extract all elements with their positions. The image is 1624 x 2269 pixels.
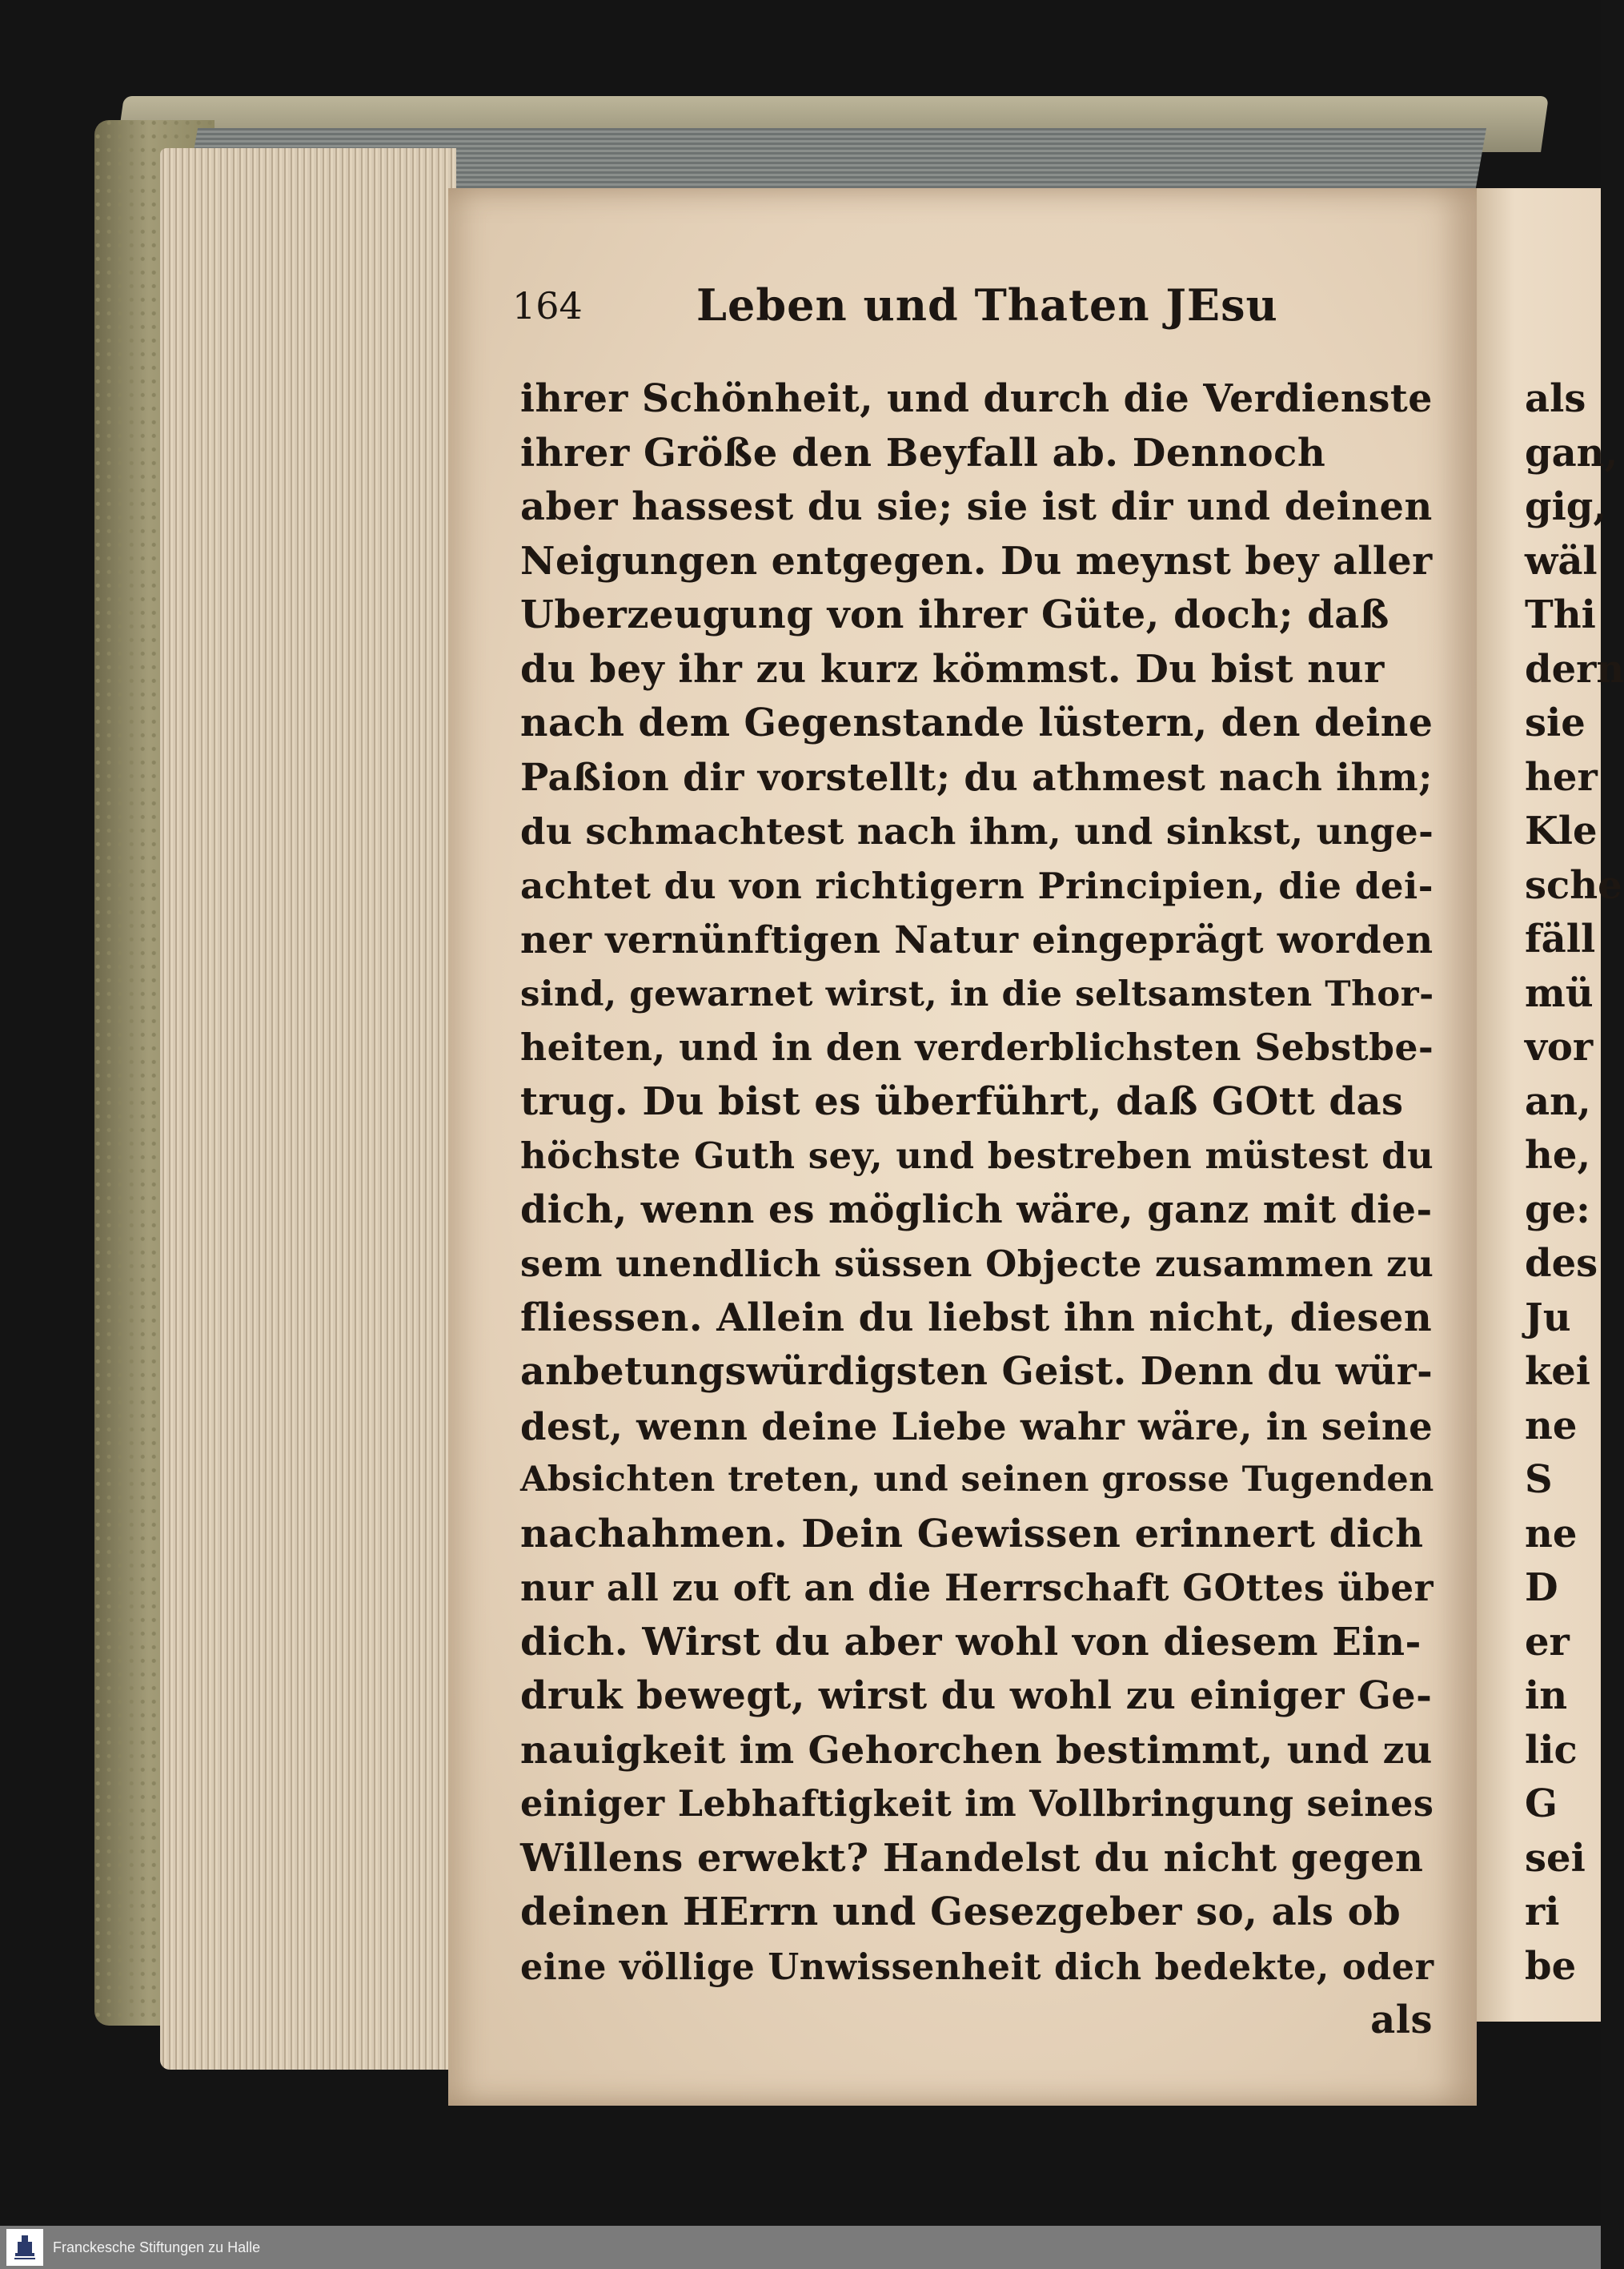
facing-text-fragment: gan, [1525,430,1618,476]
text-line: sem unendlich süssen Objecte zusammen zu [520,1243,1434,1285]
text-line: höchste Guth sey, und bestreben müstest du [520,1134,1434,1177]
text-line: ner vernünftigen Natur eingeprägt worden [520,918,1434,962]
facing-text-fragment: an, [1525,1078,1591,1124]
facing-text-fragment: ge: [1525,1187,1590,1232]
facing-page [1477,188,1624,2022]
text-line: Willens erwekt? Handelst du nicht gegen [520,1835,1424,1881]
footer-institution-name: Franckesche Stiftungen zu Halle [53,2239,261,2255]
text-line: nauigkeit im Gehorchen bestimmt, und zu [520,1728,1433,1773]
text-line: nachahmen. Dein Gewissen erinnert dich [520,1511,1424,1556]
facing-text-fragment: wäl [1525,538,1598,584]
facing-text-fragment: be [1525,1943,1577,1989]
text-line: du schmachtest nach ihm, und sinkst, unge- [520,810,1434,853]
text-line: dich, wenn es möglich wäre, ganz mit die- [520,1187,1433,1232]
page-body-text [520,372,1433,2048]
text-line: trug. Du bist es überführt, daß GOtt das [520,1078,1404,1124]
page-number: 164 [512,284,583,327]
facing-text-fragment: dern [1525,646,1624,692]
facing-text-fragment: fäll [1525,917,1596,962]
text-line: sind, gewarnet wirst, in die seltsamsten Thor- [520,973,1434,1014]
text-line: druk bewegt, wirst du wohl zu einiger Ge- [520,1673,1433,1718]
facing-text-fragment: sche [1525,862,1622,908]
page-header [512,279,1433,348]
facing-text-fragment: S [1525,1457,1553,1502]
text-line: ihrer Größe den Beyfall ab. Dennoch [520,430,1326,476]
facing-text-fragment: G [1525,1781,1558,1826]
facing-text-fragment: kei [1525,1349,1591,1394]
facing-text-fragment: her [1525,754,1598,800]
footer-bar [0,2226,1601,2269]
facing-text-fragment: in [1525,1673,1568,1718]
text-line: dest, wenn deine Liebe wahr wäre, in seine [520,1404,1434,1448]
text-line: Uberzeugung von ihrer Güte, doch; daß [520,592,1389,637]
facing-text-fragment: Kle [1525,809,1598,853]
text-line: dich. Wirst du aber wohl von diesem Ein- [520,1619,1422,1665]
text-line: nach dem Gegenstande lüstern, den deine [520,701,1434,745]
facing-text-fragment: Ju [1525,1295,1571,1340]
facing-text-fragment: Thi [1525,592,1596,637]
text-line: heiten, und in den verderblichsten Sebstbe- [520,1026,1434,1069]
text-line: Paßion dir vorstellt; du athmest nach ihm; [520,755,1433,800]
facing-text-fragment: he, [1525,1133,1591,1178]
facing-text-fragment: des [1525,1241,1598,1286]
facing-page-text [1525,372,1624,1994]
facing-text-fragment: sei [1525,1835,1586,1881]
text-line: Neigungen entgegen. Du meynst bey aller [520,538,1433,584]
text-line: als [1370,1998,1433,2042]
institution-logo-icon [6,2229,43,2266]
facing-text-fragment: sie [1525,701,1586,745]
book-page [448,188,1477,2106]
facing-text-fragment: lic [1525,1727,1578,1773]
text-line: aber hassest du sie; sie ist dir und deinen [520,484,1433,529]
text-line: fliessen. Allein du liebst ihn nicht, diesen [520,1295,1433,1340]
facing-text-fragment: mü [1525,970,1594,1016]
text-line: Absichten treten, und seinen grosse Tugenden [520,1460,1434,1500]
text-line: du bey ihr zu kurz kömmst. Du bist nur [520,646,1385,692]
facing-text-fragment: ne [1525,1511,1578,1556]
text-line: eine völlige Unwissenheit dich bedekte, oder [520,1945,1434,1988]
text-line: achtet du von richtigern Principien, die dei- [520,864,1434,907]
facing-text-fragment: D [1525,1565,1558,1610]
page-edges-side [160,148,456,2070]
facing-text-fragment: gig, [1525,484,1607,529]
text-line: ihrer Schönheit, und durch die Verdienste [520,377,1433,421]
text-line: einiger Lebhaftigkeit im Vollbringung seines [520,1783,1434,1825]
text-line: deinen HErrn und Gesezgeber so, als ob [520,1889,1401,1934]
facing-text-fragment: vor [1525,1025,1594,1070]
running-title: Leben und Thaten JEsu [696,279,1278,331]
text-line: anbetungswürdigsten Geist. Denn du wür- [520,1350,1434,1394]
text-line: nur all zu oft an die Herrschaft GOttes über [520,1566,1434,1609]
facing-text-fragment: ne [1525,1403,1578,1448]
facing-text-fragment: als [1525,376,1586,421]
facing-text-fragment: er [1525,1619,1570,1665]
facing-text-fragment: ri [1525,1889,1560,1934]
